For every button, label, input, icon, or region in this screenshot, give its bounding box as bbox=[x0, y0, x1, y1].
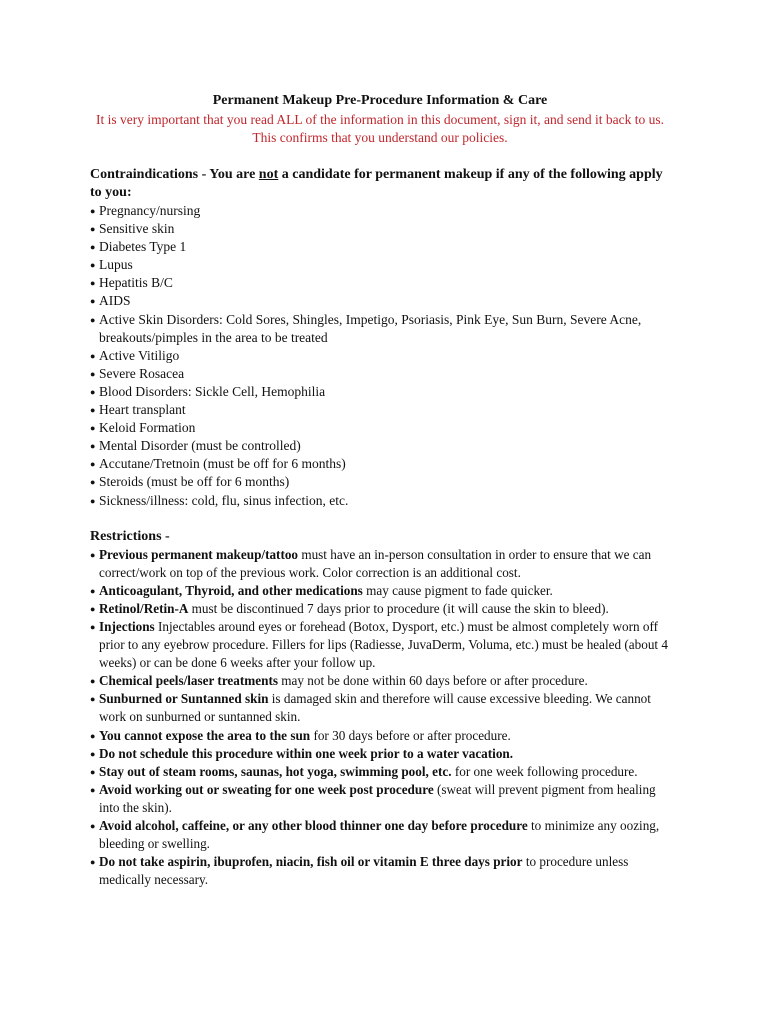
restriction-item bbox=[90, 618, 670, 672]
contraindication-item bbox=[90, 238, 670, 256]
contraindications-heading-emphasis: not bbox=[258, 167, 279, 182]
bullet-icon: ● bbox=[90, 730, 96, 741]
restriction-item bbox=[90, 582, 670, 600]
document-title: Permanent Makeup Pre-Procedure Information & Care bbox=[212, 93, 548, 108]
restriction-text: Injectables around eyes or forehead (Botox, Dysport, etc.) must be almost completely worn off prior to any eyebrow procedure. Fillers for lips (Radiesse, JuvaDerm, Voluma, etc.) must be healed (about 4 weeks) or can be done 6 weeks after your follow up. bbox=[99, 618, 668, 671]
bullet-icon: ● bbox=[90, 694, 96, 705]
bullet-icon: ● bbox=[90, 314, 96, 325]
bullet-icon: ● bbox=[90, 405, 96, 416]
bullet-icon: ● bbox=[90, 224, 96, 235]
restriction-emphasis: Do not schedule this procedure within one week prior to a water vacation. bbox=[99, 745, 514, 761]
restriction-emphasis: You cannot expose the area to the sun bbox=[99, 727, 311, 743]
contraindications-heading-suffix: a candidate for permanent makeup if any of the following apply to you: bbox=[90, 167, 663, 200]
restriction-emphasis: Retinol/Retin-A bbox=[99, 600, 189, 616]
contraindication-text: Heart transplant bbox=[99, 402, 186, 418]
contraindication-item bbox=[90, 365, 670, 383]
bullet-icon: ● bbox=[90, 296, 96, 307]
restriction-emphasis: Do not take aspirin, ibuprofen, niacin, fish oil or vitamin E three days prior bbox=[99, 854, 523, 870]
restriction-item bbox=[90, 546, 670, 582]
restriction-item bbox=[90, 745, 670, 763]
restriction-text: may not be done within 60 days before or after procedure. bbox=[277, 673, 588, 689]
bullet-icon: ● bbox=[90, 495, 96, 506]
restriction-item bbox=[90, 781, 670, 817]
contraindication-text: Severe Rosacea bbox=[99, 365, 185, 381]
bullet-icon: ● bbox=[90, 549, 96, 560]
bullet-icon: ● bbox=[90, 459, 96, 470]
contraindication-item bbox=[90, 492, 670, 510]
restriction-item bbox=[90, 600, 670, 618]
bullet-icon: ● bbox=[90, 278, 96, 289]
contraindication-item bbox=[90, 347, 670, 365]
contraindication-item bbox=[90, 292, 670, 310]
important-notice: It is very important that you read ALL of the information in this document, sign it, and send it back to us. This confirms that you understand our policies. bbox=[96, 112, 664, 145]
bullet-icon: ● bbox=[90, 441, 96, 452]
bullet-icon: ● bbox=[90, 766, 96, 777]
contraindication-text: Lupus bbox=[99, 257, 133, 273]
restriction-text: must be discontinued 7 days prior to procedure (it will cause the skin to bleed). bbox=[188, 600, 609, 616]
bullet-icon: ● bbox=[90, 242, 96, 253]
restriction-item bbox=[90, 817, 670, 853]
bullet-icon: ● bbox=[90, 260, 96, 271]
contraindications-list bbox=[90, 202, 670, 510]
restrictions-list bbox=[90, 546, 670, 890]
contraindication-item bbox=[90, 220, 670, 238]
contraindication-text: Active Vitiligo bbox=[99, 347, 180, 363]
contraindication-text: Accutane/Tretnoin (must be off for 6 months) bbox=[99, 456, 346, 472]
restriction-item bbox=[90, 763, 670, 781]
bullet-icon: ● bbox=[90, 423, 96, 434]
contraindication-text: Steroids (must be off for 6 months) bbox=[99, 474, 290, 490]
bullet-icon: ● bbox=[90, 477, 96, 488]
bullet-icon: ● bbox=[90, 350, 96, 361]
contraindication-text: Active Skin Disorders: Cold Sores, Shingles, Impetigo, Psoriasis, Pink Eye, Sun Burn, Severe Acne, breakouts/pimples in the area to be treated bbox=[99, 311, 642, 345]
restriction-emphasis: Stay out of steam rooms, saunas, hot yoga, swimming pool, etc. bbox=[99, 763, 452, 779]
restriction-text: (sweat will prevent pigment from healing into the skin). bbox=[99, 781, 656, 815]
bullet-icon: ● bbox=[90, 621, 96, 632]
restriction-text: is damaged skin and therefore will cause excessive bleeding. We cannot work on sunburned or suntanned skin. bbox=[99, 691, 651, 725]
bullet-icon: ● bbox=[90, 206, 96, 216]
contraindication-text: Mental Disorder (must be controlled) bbox=[99, 438, 301, 454]
restriction-text: must have an in-person consultation in order to ensure that we can correct/work on top of the previous work. Color correction is an additional cost. bbox=[99, 546, 652, 580]
bullet-icon: ● bbox=[90, 676, 96, 687]
contraindications-heading-prefix: Contraindications - You are bbox=[90, 167, 259, 182]
contraindication-text: Keloid Formation bbox=[99, 420, 196, 436]
contraindication-item bbox=[90, 455, 670, 473]
bullet-icon: ● bbox=[90, 603, 96, 614]
contraindication-item bbox=[90, 419, 670, 437]
restriction-emphasis: Chemical peels/laser treatments bbox=[99, 673, 278, 689]
restriction-text: may cause pigment to fade quicker. bbox=[362, 582, 553, 598]
contraindication-item bbox=[90, 401, 670, 419]
bullet-icon: ● bbox=[90, 585, 96, 596]
restriction-item bbox=[90, 727, 670, 745]
contraindication-item bbox=[90, 274, 670, 292]
contraindication-item bbox=[90, 256, 670, 274]
contraindication-text: Pregnancy/nursing bbox=[99, 203, 201, 218]
bullet-icon: ● bbox=[90, 784, 96, 795]
contraindication-text: Sickness/illness: cold, flu, sinus infection, etc. bbox=[99, 492, 349, 508]
restriction-text: to procedure unless medically necessary. bbox=[99, 854, 629, 888]
contraindication-text: Diabetes Type 1 bbox=[99, 239, 187, 255]
restriction-emphasis: Previous permanent makeup/tattoo bbox=[99, 546, 299, 562]
restriction-text: for 30 days before or after procedure. bbox=[310, 727, 511, 743]
contraindications-heading bbox=[90, 166, 670, 202]
bullet-icon: ● bbox=[90, 748, 96, 759]
contraindication-item bbox=[90, 437, 670, 455]
bullet-icon: ● bbox=[90, 386, 96, 397]
restriction-text: to minimize any oozing, bleeding or swelling. bbox=[99, 818, 660, 852]
contraindication-text: Sensitive skin bbox=[99, 221, 175, 237]
bullet-icon: ● bbox=[90, 368, 96, 379]
restriction-emphasis: Avoid working out or sweating for one week post procedure bbox=[99, 781, 434, 797]
contraindication-text: Hepatitis B/C bbox=[99, 275, 173, 291]
restriction-emphasis: Injections bbox=[99, 618, 155, 634]
restriction-emphasis: Anticoagulant, Thyroid, and other medications bbox=[99, 582, 363, 598]
contraindication-item bbox=[90, 202, 670, 220]
restriction-item bbox=[90, 853, 670, 889]
contraindication-text: Blood Disorders: Sickle Cell, Hemophilia bbox=[99, 383, 326, 399]
contraindication-text: AIDS bbox=[99, 293, 131, 309]
restriction-item bbox=[90, 690, 670, 726]
bullet-icon: ● bbox=[90, 821, 96, 831]
contraindication-item bbox=[90, 383, 670, 401]
contraindication-item bbox=[90, 311, 670, 347]
restrictions-heading: Restrictions - bbox=[90, 528, 170, 544]
restriction-item bbox=[90, 672, 670, 690]
bullet-icon: ● bbox=[90, 857, 96, 868]
restriction-emphasis: Sunburned or Suntanned skin bbox=[99, 691, 269, 707]
restriction-text: for one week following procedure. bbox=[451, 763, 638, 779]
restriction-emphasis: Avoid alcohol, caffeine, or any other blood thinner one day before procedure bbox=[99, 818, 528, 833]
contraindication-item bbox=[90, 473, 670, 491]
